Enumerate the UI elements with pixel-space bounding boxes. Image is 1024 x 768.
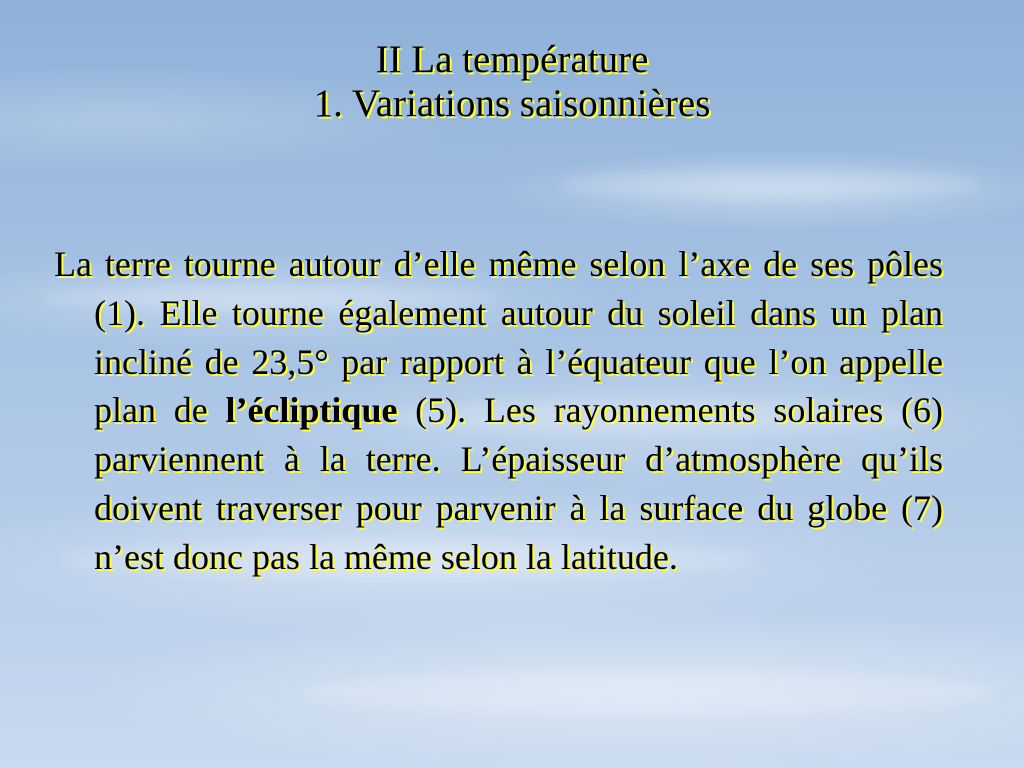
- slide-title: [0, 38, 1024, 126]
- ecliptique-term: l’écliptique: [225, 390, 398, 431]
- paragraph-text-part-2: (5). Les rayonnements solaires (6) parviennent à la terre. L’épaisseur d’atmosphère qu’ils doivent traverser pour parvenir à la surface du globe (7) n’est donc pas la même selon la latitude.: [94, 390, 943, 577]
- cloud-streak: [560, 170, 980, 200]
- title-line-1: II La température: [375, 38, 649, 81]
- title-line-2: 1. Variations saisonnières: [313, 82, 711, 125]
- body-paragraph: [54, 240, 943, 582]
- cloud-streak: [300, 670, 1000, 716]
- paragraph-text-part-1: La terre tourne autour d’elle même selon l’axe de ses pôles (1). Elle tourne également autour du soleil dans un plan incliné de 23,5° par rapport à l’équateur que l’on appelle plan de: [54, 244, 943, 431]
